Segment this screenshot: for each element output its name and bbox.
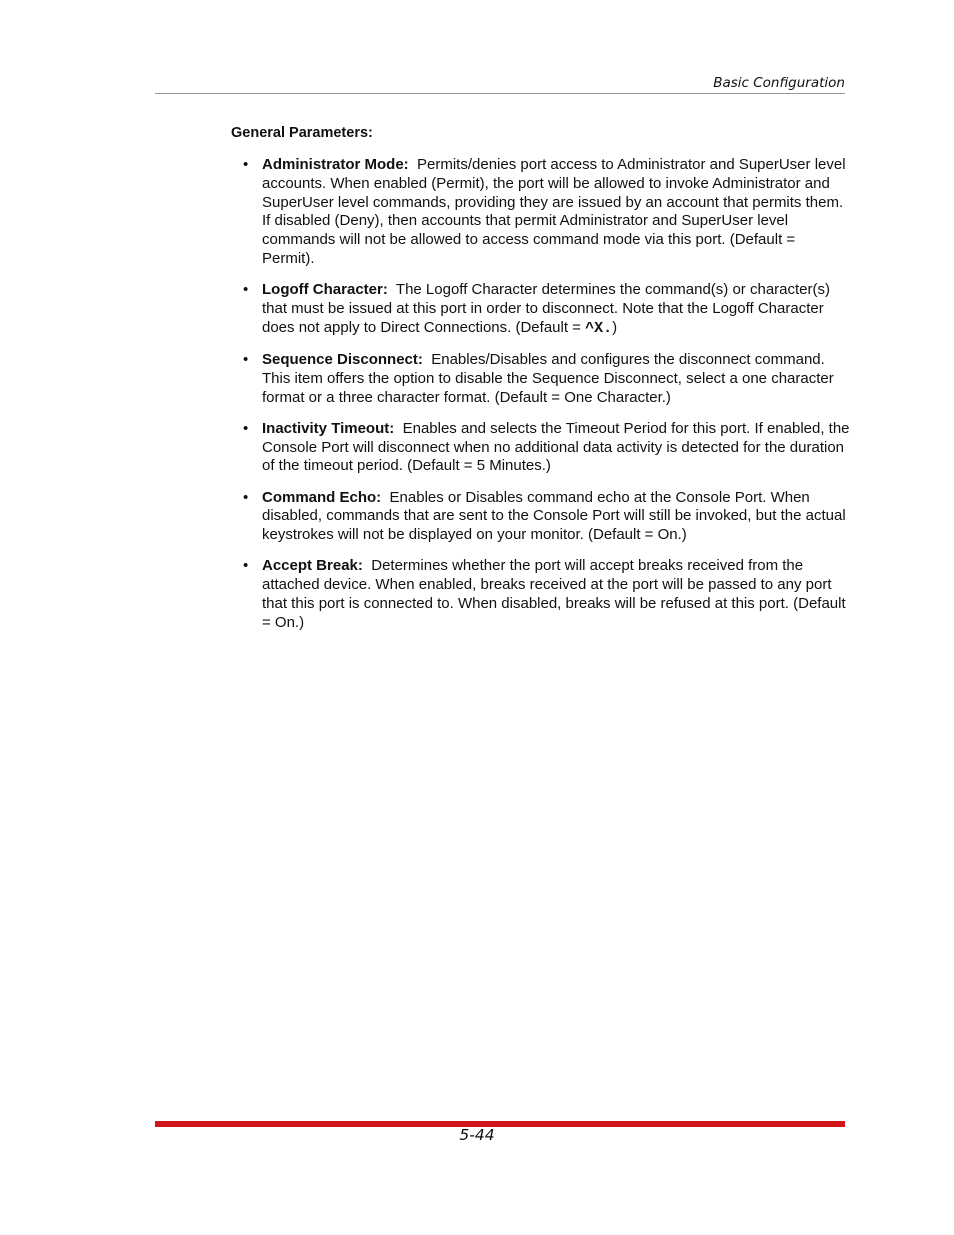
item-term: Administrator Mode: — [262, 156, 409, 173]
item-description: Enables/Disables and configures the disconnect command. This item offers the option to disable the Sequence Disconnect, select a one character format or a three character format. (Default = One Character.) — [262, 350, 834, 406]
bullet-icon: • — [243, 281, 249, 299]
item-term: Command Echo: — [262, 488, 382, 506]
item-term: Inactivity Timeout: — [262, 419, 395, 437]
item-term: Logoff Character: — [262, 281, 388, 299]
item-description: Enables and selects the Timeout Period for this port. If enabled, the Console Port will disconnect when no additional data activity is detected for the duration of the timeout period. (Default = 5 Minutes.) — [262, 419, 850, 475]
bullet-icon: • — [243, 488, 249, 506]
running-header — [155, 72, 845, 94]
item-description: Permits/denies port access to Administrator and SuperUser level accounts. When enabled (Permit), the port will be allowed to invoke Administrator and SuperUser level commands, providing they are issued by an account that permits them. If disabled (Deny), then accounts that permit Administrator and SuperUser level commands will not be allowed to access command mode via this port. (Default = Permit). — [262, 156, 846, 267]
page-number: 5-44 — [459, 1126, 495, 1144]
parameter-list — [231, 156, 851, 632]
section-title: Basic Configuration — [713, 75, 845, 91]
section-heading: General Parameters: — [231, 125, 373, 141]
list-item — [231, 420, 851, 476]
item-description: Determines whether the port will accept breaks received from the attached device. When enabled, breaks received at the port will be passed to any port that this port is connected to. When disabled, breaks will be refused at this port. (Default = On.) — [262, 557, 846, 631]
bullet-icon: • — [243, 350, 249, 368]
bullet-icon: • — [243, 419, 249, 437]
default-code: ^X. — [585, 319, 613, 337]
list-item — [231, 557, 851, 632]
item-term: Sequence Disconnect: — [262, 350, 423, 368]
list-item — [231, 281, 851, 338]
list-item — [231, 156, 851, 269]
bullet-icon: • — [243, 156, 249, 173]
item-description: The Logoff Character determines the command(s) or character(s) that must be issued at this port in order to disconnect. Note that the Logoff Character does not apply to Direct Connections. (Default = — [262, 281, 830, 336]
list-item — [231, 489, 851, 545]
item-description-end: ) — [612, 318, 618, 336]
list-item — [231, 351, 851, 407]
item-description: Enables or Disables command echo at the Console Port. When disabled, commands that are sent to the Console Port will still be invoked, but the actual keystrokes will not be displayed on your monitor. (Default = On.) — [262, 488, 846, 544]
bullet-icon: • — [243, 557, 249, 575]
item-term: Accept Break: — [262, 557, 363, 575]
main-content — [231, 124, 851, 645]
